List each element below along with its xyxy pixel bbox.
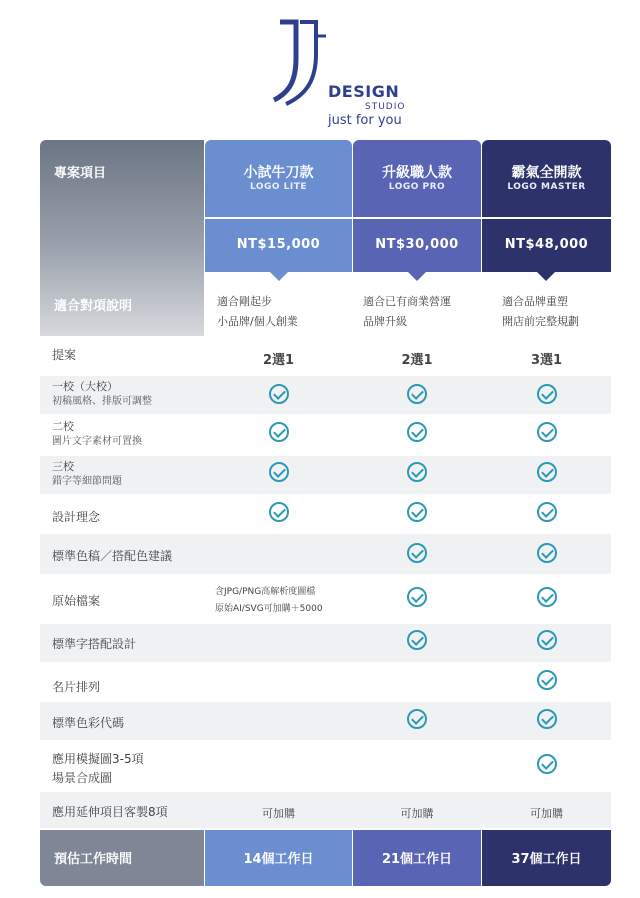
desc-line: 品牌升級 [363, 315, 407, 328]
j-logo-mark-icon [270, 18, 330, 108]
row-subtitle: 初稿風格、排版可調整 [52, 396, 152, 407]
table-row-proposal [40, 338, 611, 374]
plan-price: NT$30,000 [375, 237, 459, 252]
row-subtitle: 錯字等細節問題 [52, 476, 122, 487]
plan-name: 小試牛刀款 [243, 165, 314, 181]
plan-header-master [482, 140, 611, 272]
note-line: 含JPG/PNG高解析度圖檔 [215, 587, 316, 597]
note-line: 原始AI/SVG可加購＋5000 [215, 604, 323, 614]
duration-master: 37個工作日 [511, 852, 582, 867]
row-label [52, 419, 142, 449]
table-row-business-card [40, 664, 611, 700]
extensions-master: 可加購 [530, 807, 563, 820]
table-row-color-code [40, 702, 611, 740]
check-circle-icon [537, 543, 557, 563]
divider [482, 217, 611, 219]
check-circle-icon [407, 709, 427, 729]
divider [205, 217, 352, 219]
table-row-extensions [40, 792, 611, 828]
row-label: 提案 [52, 348, 77, 362]
row-label: 設計理念 [52, 510, 101, 524]
row-label [52, 379, 152, 409]
footer-label-cell [40, 830, 204, 886]
notch-master [537, 272, 555, 281]
row-label: 原始檔案 [52, 594, 101, 608]
desc-line: 適合已有商業營運 [363, 295, 451, 308]
check-circle-icon [537, 670, 557, 690]
table-row-revision-3 [40, 456, 611, 494]
plan-code: LOGO PRO [388, 182, 446, 192]
duration-lite: 14個工作日 [243, 852, 314, 867]
row-label: 標準色彩代碼 [52, 716, 125, 730]
check-circle-icon [269, 502, 289, 522]
project-label: 專案項目 [54, 166, 107, 181]
table-row-source-files [40, 576, 611, 622]
suitable-label: 適合對項說明 [54, 299, 133, 314]
check-circle-icon [537, 422, 557, 442]
check-circle-icon [407, 630, 427, 650]
row-label: 標準字搭配設計 [52, 637, 137, 651]
table-row-color-draft [40, 534, 611, 574]
suitable-lite [205, 292, 352, 332]
row-label [52, 459, 122, 489]
desc-line: 開店前完整規劃 [502, 315, 579, 328]
check-circle-icon [537, 384, 557, 404]
plan-header-pro [353, 140, 481, 272]
check-circle-icon [407, 502, 427, 522]
suitable-pro [353, 292, 481, 332]
logo-brand: DESIGN [328, 82, 400, 101]
plan-code: LOGO LITE [249, 182, 308, 192]
table-row-revision-1 [40, 376, 611, 414]
table-row-standard-type [40, 624, 611, 662]
row-label: 標準色稿／搭配色建議 [52, 549, 173, 563]
row-label [52, 750, 144, 788]
check-circle-icon [537, 587, 557, 607]
plan-price: NT$48,000 [504, 237, 589, 252]
plan-name: 霸氣全開款 [511, 165, 582, 181]
logo-tagline: just for you [328, 113, 402, 128]
notch-lite [270, 272, 288, 281]
check-circle-icon [407, 587, 427, 607]
source-files-note [205, 584, 352, 618]
desc-line: 適合剛起步 [217, 295, 272, 308]
plan-header-lite [205, 140, 352, 272]
row-title: 二校 [52, 420, 74, 433]
row-label: 應用延伸項目客製8項 [52, 805, 168, 819]
check-circle-icon [407, 422, 427, 442]
plan-name: 升級職人款 [382, 165, 452, 181]
suitable-row [40, 286, 611, 336]
plan-code: LOGO MASTER [507, 182, 586, 192]
suitable-master [482, 292, 611, 332]
footer-master [482, 830, 611, 886]
desc-line: 適合品牌重塑 [502, 295, 568, 308]
check-circle-icon [269, 422, 289, 442]
desc-line: 小品牌/個人創業 [217, 315, 298, 328]
check-circle-icon [537, 462, 557, 482]
check-circle-icon [537, 502, 557, 522]
check-circle-icon [537, 709, 557, 729]
footer-pro [353, 830, 481, 886]
row-title: 一校（大校） [52, 380, 118, 393]
plan-price: NT$15,000 [236, 237, 321, 252]
duration-pro: 21個工作日 [381, 852, 453, 867]
row-subtitle: 圖片文字素材可置換 [52, 436, 142, 447]
table-row-mockups [40, 742, 611, 790]
check-circle-icon [407, 462, 427, 482]
row-subtitle: 場景合成圖 [52, 771, 113, 785]
studio-logo [270, 18, 410, 128]
row-title: 三校 [52, 460, 74, 473]
check-circle-icon [407, 543, 427, 563]
logo-studio: STUDIO [365, 102, 406, 112]
footer-label: 預估工作時間 [54, 852, 133, 867]
check-circle-icon [537, 630, 557, 650]
divider [353, 217, 481, 219]
check-circle-icon [269, 384, 289, 404]
table-row-revision-2 [40, 416, 611, 454]
extensions-lite: 可加購 [262, 807, 295, 820]
check-circle-icon [537, 754, 557, 774]
proposal-master: 3選1 [530, 353, 563, 368]
row-label: 名片排列 [52, 680, 101, 694]
check-circle-icon [407, 384, 427, 404]
proposal-pro: 2選1 [401, 353, 433, 368]
row-title: 應用模擬圖3-5項 [52, 752, 144, 766]
notch-pro [408, 272, 426, 281]
table-row-design-concept [40, 496, 611, 532]
footer-lite [205, 830, 352, 886]
extensions-pro: 可加購 [400, 807, 434, 820]
check-circle-icon [269, 462, 289, 482]
proposal-lite: 2選1 [262, 353, 295, 368]
